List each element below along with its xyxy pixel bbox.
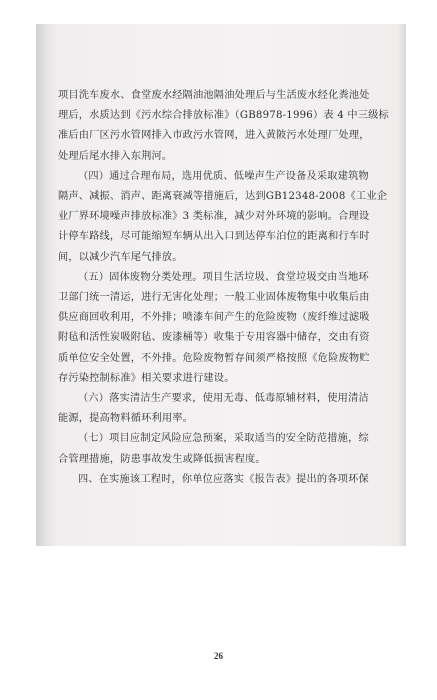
paragraph-noise	[58, 167, 403, 268]
text-line: （五）固体废物分类处理。项目生活垃圾、食堂垃圾交由当地环	[78, 271, 369, 283]
scanned-page	[36, 24, 406, 546]
text-line: 存污染控制标准》相关要求进行建设。	[58, 372, 235, 384]
paragraph-wastewater	[58, 86, 403, 167]
paragraph-implementation	[58, 470, 403, 490]
text-line: 质单位安全处置，不外排。危险废物暂存间须严格按照《危险废物贮	[58, 352, 370, 364]
text-line: 业厂界环境噪声排放标准》3 类标准，减少对外环境的影响。合理设	[58, 211, 370, 223]
text-line: 项目洗车废水、食堂废水经隔油池隔油处理后与生活废水经化粪池处	[58, 90, 370, 101]
paragraph-solid-waste	[58, 268, 403, 389]
text-line: 供应商回收利用，不外排；喷漆车间产生的危险废物（废纤维过滤吸	[58, 312, 370, 324]
text-line: 隔声、减振、消声、距离衰减等措施后，达到GB12348-2008《工业企	[58, 191, 388, 203]
text-line: （四）通过合理布局，选用优质、低噪声生产设备及采取建筑物	[78, 170, 369, 182]
text-line: 间，以减少汽车尾气排放。	[58, 251, 183, 263]
text-line: 卫部门统一清运，进行无害化处理；一般工业固体废物集中收集后由	[58, 292, 370, 304]
text-line: 计停车路线，尽可能缩短车辆从出入口到达停车泊位的距离和行车时	[58, 231, 370, 243]
text-line: 理后，水质达到《污水综合排放标准》（GB8978-1996）表 4 中三级标	[58, 110, 389, 122]
text-line: 合管理措施，防患事故发生或降低损害程度。	[58, 453, 266, 465]
text-line: 附毡和活性炭吸附毡、废漆桶等）收集于专用容器中储存，交由有资	[58, 332, 370, 344]
text-line: 处理后尾水排入东荆河。	[58, 150, 173, 162]
text-line: 准后由厂区污水管网排入市政污水管网，进入黄陂污水处理厂处理，	[58, 130, 370, 142]
text-line: 四、在实施该工程时，你单位应落实《报告表》提出的各项环保	[78, 473, 369, 485]
paragraph-risk-plan	[58, 429, 403, 469]
text-line: （六）落实清洁生产要求，使用无毒、低毒原辅材料，使用清洁	[78, 393, 369, 405]
page-number: 26	[214, 651, 223, 661]
paragraph-clean-production	[58, 389, 403, 429]
text-line: （七）项目应制定风险应急预案，采取适当的安全防范措施，综	[78, 433, 369, 445]
text-line: 能源，提高物料循环利用率。	[58, 413, 194, 425]
document-body	[58, 86, 403, 490]
